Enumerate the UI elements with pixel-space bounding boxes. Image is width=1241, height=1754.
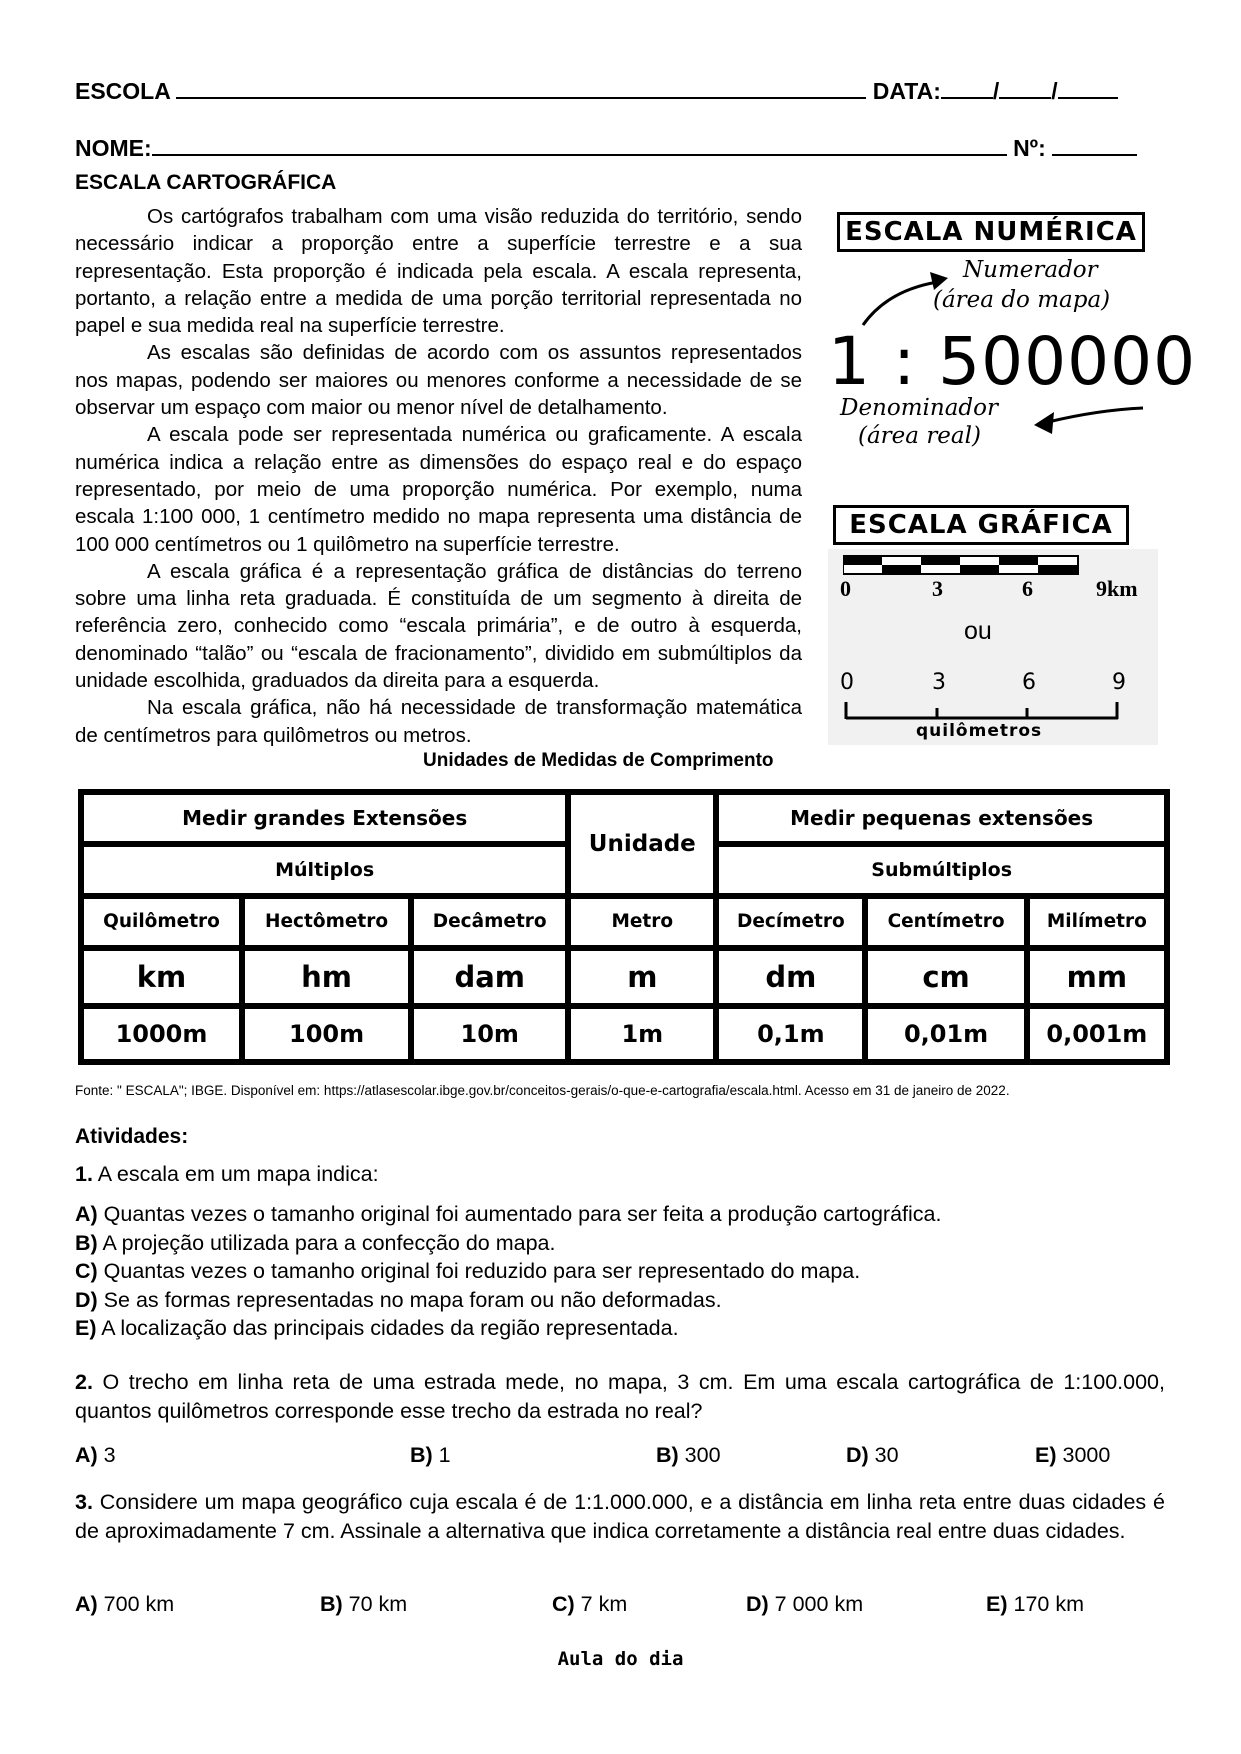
school-field[interactable] — [176, 77, 866, 99]
numeric-scale-title: ESCALA NUMÉRICA — [837, 212, 1145, 252]
question-text: O trecho em linha reta de uma estrada mede, no mapa, 3 cm. Em uma escala cartográfica de 1:100.000, quantos quilômetros corresponde esse trecho da estrada no real? — [75, 1370, 1165, 1423]
option-text: 7 000 km — [774, 1592, 864, 1616]
option-text: 170 km — [1013, 1592, 1084, 1616]
option[interactable] — [75, 1200, 941, 1229]
option-letter: D) — [746, 1592, 769, 1616]
paragraph: A escala pode ser representada numérica ou graficamente. A escala numérica indica a relação entre as dimensões do espaço real e do espaço representado, por meio de uma proporção numérica. Por exemplo, numa escala 1:100 000, 1 centímetro medido no mapa representa uma distância de 100 000 centímetros ou 1 quilômetro na superfície terrestre. — [75, 423, 802, 556]
option-text: Se as formas representadas no mapa foram ou não deformadas. — [103, 1287, 722, 1312]
date-year-field[interactable] — [1058, 77, 1118, 99]
scale-bar — [843, 555, 1083, 577]
q3-option[interactable] — [552, 1592, 627, 1617]
unit-symbol-cell: km — [84, 951, 239, 1003]
option-text: 1 — [438, 1443, 451, 1467]
unit-symbol-cell: cm — [868, 951, 1023, 1003]
bar-tick-6: 6 — [1022, 576, 1033, 601]
q2-option[interactable] — [1035, 1443, 1110, 1468]
ratio-value: 1 : 500000 — [828, 323, 1197, 400]
option[interactable] — [75, 1314, 941, 1343]
option-letter: B) — [320, 1592, 343, 1616]
name-label: NOME: — [75, 135, 152, 161]
q2-option[interactable] — [846, 1443, 899, 1468]
date-day-field[interactable] — [941, 77, 993, 99]
question-1 — [75, 1160, 379, 1189]
line-tick-6: 6 — [1022, 670, 1036, 695]
option-text: 30 — [874, 1443, 899, 1467]
paragraph: Os cartógrafos trabalham com uma visão reduzida do território, sendo necessário indicar a proporção entre a superfície terrestre e a sua representação. Esta proporção é indicada pela escala. A escala representa, portanto, a relação entre a medida de uma porção territorial representada no papel e sua medida real na superfície terrestre. — [75, 205, 802, 338]
date-label: DATA: — [872, 78, 941, 104]
option[interactable] — [75, 1229, 941, 1258]
multiples-header: Múltiplos — [84, 847, 565, 893]
q3-option[interactable] — [75, 1592, 174, 1617]
source-note: Fonte: " ESCALA"; IBGE. Disponível em: https://atlasescolar.ibge.gov.br/conceitos-gerais/o-que-e-cartografia/escala.html. Acesso em 31 de janeiro de 2022. — [75, 1083, 1010, 1098]
paragraph: Na escala gráfica, não há necessidade de transformação matemática de centímetros para quilômetros ou metros. — [75, 696, 802, 747]
unit-name-cell: Hectômetro — [245, 899, 408, 945]
option[interactable] — [75, 1257, 941, 1286]
units-table — [78, 789, 1170, 1065]
numeric-scale-figure — [828, 205, 1197, 465]
option-letter: B) — [656, 1443, 679, 1467]
denominator-arrow-icon — [1028, 400, 1148, 440]
page-title: ESCALA CARTOGRÁFICA — [75, 171, 337, 194]
option-text: Quantas vezes o tamanho original foi aumentado para ser feita a produção cartográfica. — [103, 1202, 942, 1226]
option-letter: A) — [75, 1443, 98, 1467]
unit-value-cell: 0,01m — [868, 1009, 1023, 1059]
question-number: 3. — [75, 1490, 93, 1514]
submultiples-header: Submúltiplos — [719, 847, 1164, 893]
q2-option[interactable] — [410, 1443, 451, 1468]
option-text: 700 km — [103, 1592, 175, 1616]
question-text: Considere um mapa geográfico cuja escala é de 1:1.000.000, e a distância em linha reta entre duas cidades é de aproximadamente 7 cm. Assinale a alternativa que indica corretamente a distância real entre duas cidades. — [75, 1490, 1165, 1543]
unit-value-cell: 0,1m — [719, 1009, 862, 1059]
unit-name-cell: Quilômetro — [84, 899, 239, 945]
q3-option[interactable] — [320, 1592, 407, 1617]
unit-symbol-cell: hm — [245, 951, 408, 1003]
option-text: 3 — [103, 1443, 116, 1467]
unit-symbol-cell: mm — [1030, 951, 1164, 1003]
numerator-sub: (área do mapa) — [933, 287, 1111, 313]
unit-name-cell: Milímetro — [1030, 899, 1164, 945]
small-extensions-header: Medir pequenas extensões — [719, 795, 1164, 841]
unit-name-cell: Decímetro — [719, 899, 862, 945]
line-tick-3: 3 — [932, 670, 946, 695]
activities-heading: Atividades: — [75, 1125, 189, 1148]
question-text: A escala em um mapa indica: — [97, 1162, 379, 1186]
date-month-field[interactable] — [999, 77, 1051, 99]
number-field[interactable] — [1052, 134, 1137, 156]
scale-unit-label: quilômetros — [916, 721, 1043, 741]
unit-symbol-cell: dam — [414, 951, 565, 1003]
line-tick-9: 9 — [1112, 670, 1126, 695]
numerator-label: Numerador — [963, 257, 1098, 283]
or-label: ou — [964, 617, 992, 645]
paragraph: A escala gráfica é a representação gráfica de distâncias do terreno sobre uma linha reta graduada. É constituída de um segmento à direita de referência zero, conhecido como “escala primária”, e de outro à esquerda, denominado “talão” ou “escala de fracionamento”, dividido em submúltiplos da unidade escolhida, graduados da direita para a esquerda. — [75, 559, 802, 693]
bar-tick-0: 0 — [840, 576, 851, 601]
option-text: 7 km — [580, 1592, 628, 1616]
denominator-label: Denominador — [840, 395, 998, 421]
unit-name-cell: Centímetro — [868, 899, 1023, 945]
option-letter: A) — [75, 1202, 98, 1226]
number-label: Nº: — [1013, 135, 1046, 161]
body-text — [75, 203, 802, 749]
option-text: 3000 — [1062, 1443, 1111, 1467]
name-line — [75, 134, 1137, 162]
option-letter: A) — [75, 1592, 98, 1616]
option-letter: B) — [410, 1443, 433, 1467]
option-letter: E) — [986, 1592, 1008, 1616]
question-number: 2. — [75, 1370, 93, 1394]
unit-value-cell: 0,001m — [1030, 1009, 1164, 1059]
option-text: Quantas vezes o tamanho original foi reduzido para ser representado do mapa. — [103, 1259, 861, 1283]
option-text: 300 — [684, 1443, 721, 1467]
option-letter: E) — [75, 1316, 97, 1340]
question-number: 1. — [75, 1162, 93, 1186]
q2-option[interactable] — [75, 1443, 116, 1468]
unit-value-cell: 10m — [414, 1009, 565, 1059]
name-field[interactable] — [152, 134, 1007, 156]
question-1-options — [75, 1200, 941, 1343]
option-letter: B) — [75, 1230, 98, 1255]
option-letter: D) — [846, 1443, 869, 1467]
option-text: A projeção utilizada para a confecção do mapa. — [102, 1230, 556, 1255]
option-letter: D) — [75, 1287, 98, 1312]
option[interactable] — [75, 1286, 941, 1315]
table-caption: Unidades de Medidas de Comprimento — [423, 750, 774, 771]
footer-label: Aula do dia — [557, 1648, 684, 1670]
line-tick-0: 0 — [840, 670, 854, 695]
question-2 — [75, 1368, 1165, 1426]
q2-option[interactable] — [656, 1443, 721, 1468]
school-line: ESCOLA DATA: / / — [75, 77, 1118, 105]
school-label: ESCOLA — [75, 78, 170, 104]
unit-value-cell: 1000m — [84, 1009, 239, 1059]
unit-symbol-cell: dm — [719, 951, 862, 1003]
unit-value-cell: 1m — [571, 1009, 713, 1059]
option-letter: E) — [1035, 1443, 1057, 1467]
option-letter: C) — [552, 1592, 575, 1616]
unit-name-cell: Metro — [571, 899, 713, 945]
q3-option[interactable] — [986, 1592, 1084, 1617]
numerator-arrow-icon — [858, 270, 958, 330]
scale-line — [843, 700, 1123, 722]
graphic-scale-title: ESCALA GRÁFICA — [833, 505, 1129, 545]
q3-option[interactable] — [746, 1592, 863, 1617]
graphic-scale-figure — [828, 505, 1158, 745]
bar-tick-9km: 9km — [1096, 576, 1138, 601]
bar-tick-3: 3 — [932, 576, 943, 601]
unit-value-cell: 100m — [245, 1009, 408, 1059]
large-extensions-header: Medir grandes Extensões — [84, 795, 565, 841]
paragraph: As escalas são definidas de acordo com os assuntos representados nos mapas, podendo ser maiores ou menores conforme a necessidade de se observar um espaço com maior ou menor nível de detalhamento. — [75, 341, 802, 420]
option-text: A localização das principais cidades da região representada. — [101, 1316, 679, 1340]
question-3 — [75, 1488, 1165, 1546]
unit-header: Unidade — [571, 795, 713, 893]
unit-symbol-cell: m — [571, 951, 713, 1003]
option-letter: C) — [75, 1259, 98, 1283]
option-text: 70 km — [348, 1592, 408, 1616]
unit-name-cell: Decâmetro — [414, 899, 565, 945]
denominator-sub: (área real) — [858, 423, 981, 449]
